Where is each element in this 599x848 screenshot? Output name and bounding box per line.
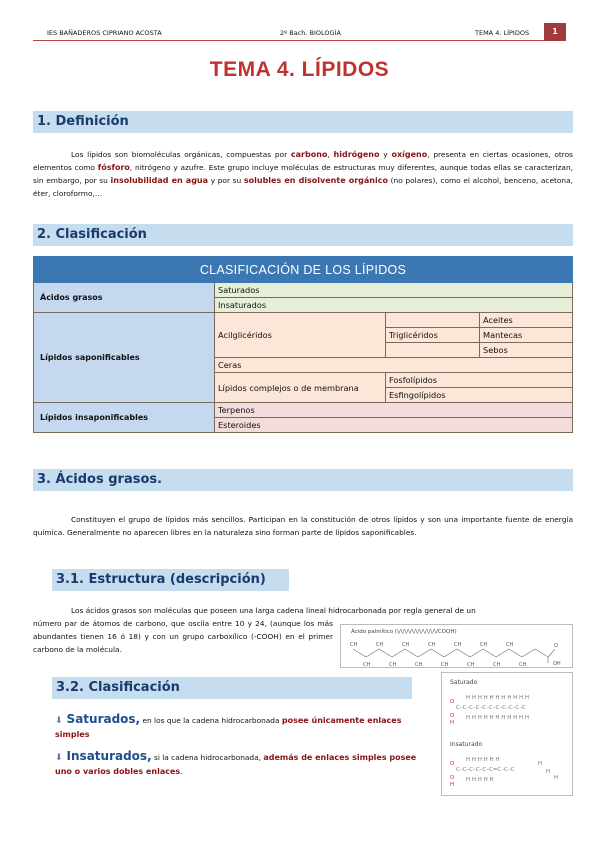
cell-acilgliceridos: Acilglicéridos xyxy=(215,313,386,358)
svg-text:H H H H H H H H H H H: H H H H H H H H H H H xyxy=(466,715,529,721)
section-heading-definicion: 1. Definición xyxy=(33,111,573,133)
row-lipidos-saponificables: Lípidos saponificables xyxy=(34,313,215,403)
svg-text:H H H H H H: H H H H H H xyxy=(466,757,500,763)
cell-trigliceridos: Triglicéridos xyxy=(386,328,480,343)
svg-text:CH: CH xyxy=(493,662,501,668)
text-run: en los que la cadena hidrocarbonada xyxy=(140,716,282,725)
text-run: Los ácidos grasos son moléculas que poseen una larga cadena lineal hidrocarbonada por regla general de un xyxy=(71,606,476,615)
svg-text:O: O xyxy=(450,713,455,719)
svg-text:CH: CH xyxy=(363,662,371,668)
page-header xyxy=(33,26,566,41)
svg-text:CH: CH xyxy=(480,642,488,648)
classification-table xyxy=(33,256,573,433)
section-heading-clasificacion-acidos: 3.2. Clasificación xyxy=(52,677,412,699)
text-run: y xyxy=(379,150,392,159)
keyword-fosforo: fósforo xyxy=(97,163,130,172)
bullet-insaturados xyxy=(55,749,435,779)
svg-text:H: H xyxy=(554,775,559,781)
svg-text:CH: CH xyxy=(506,642,514,648)
svg-text:OH: OH xyxy=(553,661,561,667)
text-run: , nitrógeno y azufre. Este grupo incluye moléculas de estructuras muy diferentes, aunque todas ellas se caracterizan, sin embargo, por su xyxy=(33,163,573,185)
text-run: , presenta en ciertas ocasiones, otros elementos como xyxy=(33,150,573,172)
svg-text:CH: CH xyxy=(519,662,527,668)
estructura-line1 xyxy=(33,604,573,617)
cell-aceites: Aceites xyxy=(480,313,573,328)
bullet-title: Insaturados, xyxy=(66,749,152,763)
cell-empty xyxy=(386,343,480,358)
bullet-saturados xyxy=(55,712,435,742)
svg-text:CH: CH xyxy=(402,642,410,648)
keyword-oxigeno: oxígeno xyxy=(391,150,428,159)
insaturado-label: Insaturado xyxy=(450,741,483,748)
palmitic-acid-label: Ácido palmítico (\/\/\/\/\/\/\/\/\/\/\/COOH) xyxy=(351,629,457,635)
cell-mantecas: Mantecas xyxy=(480,328,573,343)
cell-fosfolipidos: Fosfolípidos xyxy=(386,373,573,388)
header-school: IES BAÑADEROS CIPRIANO ACOSTA xyxy=(47,29,162,37)
text-run: . xyxy=(180,767,183,776)
cell-esfingolipidos: Esfingolípidos xyxy=(386,388,573,403)
cell-esteroides: Esteroides xyxy=(215,418,573,433)
svg-text:CH: CH xyxy=(428,642,436,648)
text-run: Constituyen el grupo de lípidos más sencillos. Participan en la constitución de otros lípidos y son una importante fuente de energía química. Generalmente no aparecen libres en la naturaleza sino forman parte de lípidos saponificables. xyxy=(33,515,573,537)
document-title: TEMA 4. LÍPIDOS xyxy=(209,58,390,81)
keyword-insolubilidad: insolubilidad en agua xyxy=(110,176,209,185)
saturado-label: Saturado xyxy=(450,679,478,686)
cell-insaturados: Insaturados xyxy=(215,298,573,313)
svg-text:H H H H H: H H H H H xyxy=(466,777,494,783)
bullet-title: Saturados, xyxy=(66,712,141,726)
definition-paragraph xyxy=(33,148,573,200)
svg-text:H: H xyxy=(450,720,455,726)
table-title: CLASIFICACIÓN DE LOS LÍPIDOS xyxy=(34,257,573,283)
keyword-enlaces-simples: posee únicamente enlaces simples xyxy=(55,716,402,739)
saturated-unsaturated-figure xyxy=(441,672,573,796)
arrow-down-icon: ⬇ xyxy=(55,753,63,763)
text-run: (no polares), como el alcohol, benceno, acetona, éter, cloroformo,… xyxy=(33,176,573,198)
text-run: y por su xyxy=(208,176,244,185)
svg-text:CH: CH xyxy=(454,642,462,648)
svg-text:H: H xyxy=(538,761,543,767)
cell-ceras: Ceras xyxy=(215,358,573,373)
svg-text:H: H xyxy=(546,769,551,775)
row-acidos-grasos: Ácidos grasos xyxy=(34,283,215,313)
section-heading-acidos-grasos: 3. Ácidos grasos. xyxy=(33,469,573,491)
svg-text:CH: CH xyxy=(441,662,449,668)
svg-text:C–C–C–C–C–C–C–C–C–C–C: C–C–C–C–C–C–C–C–C–C–C xyxy=(456,705,526,711)
keyword-carbono: carbono xyxy=(290,150,328,159)
text-run: , xyxy=(327,150,334,159)
section-heading-clasificacion: 2. Clasificación xyxy=(33,224,573,246)
text-run: Los lípidos son biomoléculas orgánicas, compuestas por xyxy=(71,150,291,159)
keyword-solubles: solubles en disolvente orgánico xyxy=(243,176,388,185)
cell-empty xyxy=(386,313,480,328)
keyword-dobles-enlaces: además de enlaces simples posee uno o varios dobles enlaces xyxy=(55,753,417,776)
cell-terpenos: Terpenos xyxy=(215,403,573,418)
cell-sebos: Sebos xyxy=(480,343,573,358)
svg-text:O: O xyxy=(554,643,558,649)
cell-saturados: Saturados xyxy=(215,283,573,298)
svg-text:CH: CH xyxy=(376,642,384,648)
row-lipidos-insaponificables: Lípidos insaponificables xyxy=(34,403,215,433)
svg-text:O: O xyxy=(450,761,455,767)
svg-text:CH: CH xyxy=(389,662,397,668)
fatty-acid-structures xyxy=(442,673,574,797)
svg-text:CH: CH xyxy=(467,662,475,668)
estructura-line2: número par de átomos de carbono, que oscila entre 10 y 24, (aunque los más abundantes tienen 16 ó 18) y con un grupo carboxílico (-COOH) en el primer carbono de la molécula. xyxy=(33,619,333,654)
svg-text:O: O xyxy=(450,775,455,781)
cell-lipidos-complejos: Lípidos complejos o de membrana xyxy=(215,373,386,403)
arrow-down-icon: ⬇ xyxy=(55,716,63,726)
svg-text:CH: CH xyxy=(415,662,423,668)
palmitic-acid-skeleton xyxy=(341,625,574,669)
palmitic-acid-figure xyxy=(340,624,573,668)
keyword-hidrogeno: hidrógeno xyxy=(333,150,380,159)
text-run: si la cadena hidrocarbonada, xyxy=(151,753,264,762)
header-course: 2º Bach. BIOLOGÍA xyxy=(280,29,341,37)
section-heading-estructura: 3.1. Estructura (descripción) xyxy=(52,569,289,591)
page-number-badge: 1 xyxy=(544,23,566,41)
svg-text:H H H H H H H H H H H: H H H H H H H H H H H xyxy=(466,695,529,701)
svg-text:O: O xyxy=(450,699,455,705)
header-topic: TEMA 4. LÍPIDOS xyxy=(475,29,530,37)
acidos-grasos-paragraph xyxy=(33,513,573,539)
svg-text:H: H xyxy=(450,782,455,788)
svg-text:CH: CH xyxy=(350,642,358,648)
svg-text:C–C–C–C–C–C=C–C–C: C–C–C–C–C–C=C–C–C xyxy=(456,767,515,773)
